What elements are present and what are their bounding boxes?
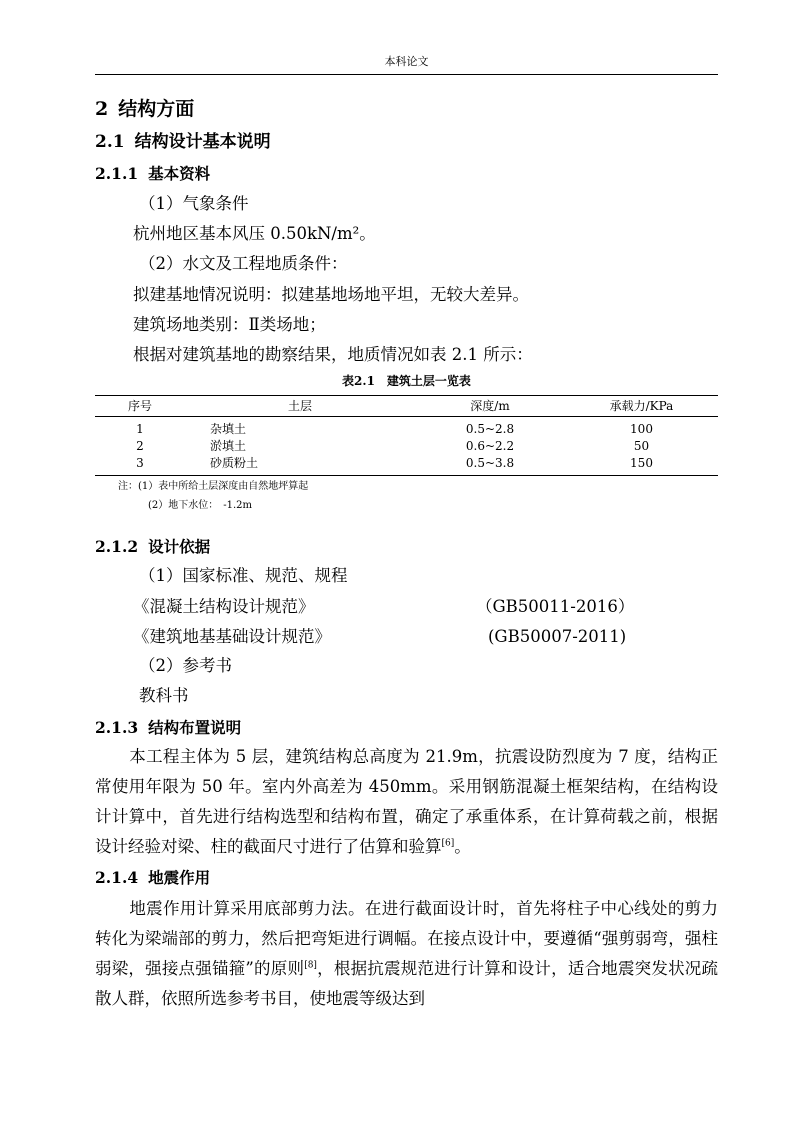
layout-paragraph-end: 。 <box>454 837 471 856</box>
basis-std-1-code: （GB50011-2016） <box>476 597 635 616</box>
table-cell: 100 <box>630 422 653 436</box>
heading-2-1-1-title: 基本资料 <box>148 164 211 183</box>
basis-book: 教科书 <box>139 686 189 705</box>
heading-2-1-2-title: 设计依据 <box>148 537 211 556</box>
table-cell: 砂质粉土 <box>185 455 415 476</box>
table-cell: 2 <box>136 439 144 453</box>
heading-2-1-3-title: 结构布置说明 <box>148 718 242 737</box>
heading-2-1-number: 2.1 <box>95 132 125 152</box>
table-row <box>95 417 718 439</box>
table-cell: 0.5~2.8 <box>465 422 515 436</box>
table-cell: 150 <box>565 455 718 476</box>
basis-item-1: （1）国家标准、规范、规程 <box>139 566 348 585</box>
heading-2-1-2 <box>95 535 210 559</box>
table-note-1: 注：(1）表中所给土层深度由自然地坪算起 <box>118 481 309 492</box>
heading-2-1-title: 结构设计基本说明 <box>134 132 271 152</box>
table-header-row <box>95 396 718 417</box>
basic-site-class: 建筑场地类别：Ⅱ类场地； <box>133 315 326 334</box>
table-row <box>95 438 718 455</box>
basic-survey: 根据对建筑基地的勘察结果，地质情况如表 2.1 所示： <box>133 345 533 364</box>
basis-item-2: （2）参考书 <box>139 656 232 675</box>
heading-2-1 <box>95 130 271 154</box>
table-cell: 50 <box>633 439 650 453</box>
table-cell: 杂填土 <box>210 422 247 436</box>
table-cell: 3 <box>95 455 185 476</box>
basic-site-desc: 拟建基地情况说明：拟建基地场地平坦，无较大差异。 <box>133 285 529 304</box>
heading-2-1-1 <box>95 162 210 186</box>
citation-6: [6] <box>441 838 455 849</box>
header-rule <box>95 74 718 75</box>
heading-2-1-4-title: 地震作用 <box>148 868 211 887</box>
table-cell: 淤填土 <box>210 439 247 453</box>
table-header-cell: 承载力/KPa <box>565 396 718 417</box>
soil-table <box>95 395 718 476</box>
heading-2 <box>95 97 194 121</box>
table-header-cell: 深度/m <box>415 396 565 417</box>
heading-2-1-3-number: 2.1.3 <box>95 718 139 737</box>
table-cell: 0.5~3.8 <box>415 455 565 476</box>
table-note-2: (2）地下水位： -1.2m <box>148 500 253 511</box>
table-row <box>95 455 718 476</box>
seismic-paragraph-text-1: 地震作用计算采用底部剪力法。在进行截面设计时，首先将柱子中心线处的剪力转化为梁端部的剪力，然后把弯矩进行调幅。在接点设计中，要遵循“强剪弱弯，强柱弱梁，强接点强锚箍”的原则 <box>95 899 718 978</box>
table-caption: 表2.1 建筑土层一览表 <box>342 374 471 388</box>
heading-2-title: 结构方面 <box>118 98 195 120</box>
heading-2-number: 2 <box>95 98 109 120</box>
seismic-paragraph-text-2: ，根据抗震规范进行计算和设计，适合地震突发状况疏散人群，依照所选参考书目，使地震等级达到 <box>95 959 719 1008</box>
layout-paragraph <box>95 742 718 862</box>
seismic-paragraph <box>95 894 718 1014</box>
basis-std-2-code: (GB50007-2011) <box>488 627 627 646</box>
heading-2-1-2-number: 2.1.2 <box>95 537 139 556</box>
table-cell: 0.6~2.2 <box>465 439 515 453</box>
table-cell: 1 <box>136 422 144 436</box>
basis-std-1-name: 《混凝土结构设计规范》 <box>133 597 315 616</box>
basic-wind-pressure: 杭州地区基本风压 0.50kN/m²。 <box>133 224 376 243</box>
heading-2-1-1-number: 2.1.1 <box>95 164 139 183</box>
basic-hydro: （2）水文及工程地质条件： <box>139 254 348 273</box>
citation-8: [8] <box>304 960 317 971</box>
basis-std-2-name: 《建筑地基基础设计规范》 <box>133 627 331 646</box>
table-header-cell: 土层 <box>185 396 415 417</box>
layout-paragraph-text: 本工程主体为 5 层，建筑结构总高度为 21.9m，抗震设防烈度为 7 度，结构正常使用年限为 50 年。室内外高差为 450mm。采用钢筋混凝土框架结构，在结构设计计算中，首先进行结构选型和结构布置，确定了承重体系，在计算荷载之前，根据设计经验对梁、柱的截面尺寸进行了估算和验算 <box>95 747 718 856</box>
table-header-cell: 序号 <box>95 396 185 417</box>
heading-2-1-4 <box>95 866 210 890</box>
heading-2-1-3 <box>95 716 241 740</box>
header-title: 本科论文 <box>384 55 429 68</box>
heading-2-1-4-number: 2.1.4 <box>95 868 139 887</box>
basic-weather: （1）气象条件 <box>139 194 249 213</box>
